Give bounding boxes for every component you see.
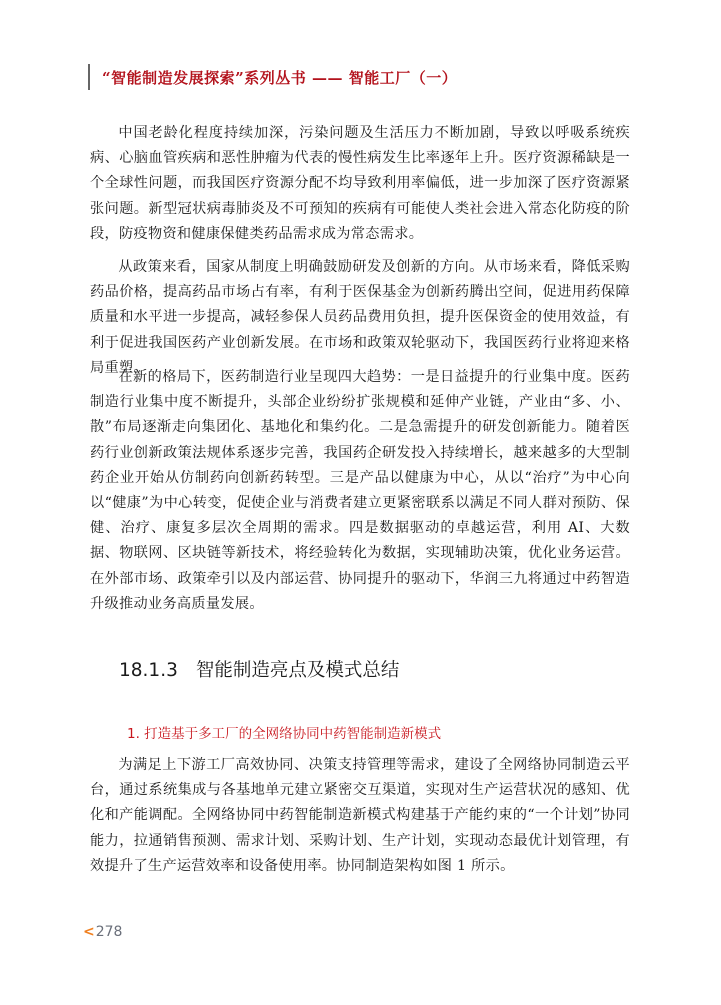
- page-footer: [83, 924, 122, 940]
- paragraph-aging-and-healthcare: 中国老龄化程度持续加深，污染问题及生活压力不断加剧，导致以呼吸系统疾病、心脑血管疾病和恶性肿瘤为代表的慢性病发生比率逐年上升。医疗资源稀缺是一个全球性问题，而我国医疗资源分配不均导致利用率偏低，进一步加深了医疗资源紧张问题。新型冠状病毒肺炎及不可预知的疾病有可能使人类社会进入常态化防疫的阶段，防疫物资和健康保健类药品需求成为常态需求。: [90, 125, 630, 242]
- chevron-left-icon: <: [83, 924, 95, 940]
- header-divider-bar: [88, 64, 90, 90]
- subsection-heading: 1. 打造基于多工厂的全网络协同中药智能制造新模式: [127, 726, 442, 742]
- section-title: 智能制造亮点及模式总结: [195, 660, 400, 681]
- section-heading: [119, 656, 399, 682]
- paragraph-policy-and-market: 从政策来看，国家从制度上明确鼓励研发及创新的方向。从市场来看，降低采购药品价格，提高药品市场占有率，有利于医保基金为创新药腾出空间，促进用药保障质量和水平进一步提高，减轻参保人员药品费用负担，提升医保资金的使用效益，有利于促进我国医药产业创新发展。在市场和政策双轮驱动下，我国医药行业将迎来格局重塑。: [90, 259, 630, 376]
- book-series-title: “智能制造发展探索”系列丛书 —— 智能工厂（一）: [102, 68, 458, 87]
- page-number: 278: [95, 924, 123, 940]
- paragraph-four-trends: 在新的格局下，医药制造行业呈现四大趋势：一是日益提升的行业集中度。医药制造行业集中度不断提升，头部企业纷纷扩张规模和延伸产业链，产业由“多、小、散”布局逐渐走向集团化、基地化和集约化。二是急需提升的研发创新能力。随着医药行业创新政策法规体系逐步完善，我国药企研发投入持续增长，越来越多的大型制药企业开始从仿制药向创新药转型。三是产品以健康为中心，从以“治疗”为中心向以“健康”为中心转变，促使企业与消费者建立更紧密联系以满足不同人群对预防、保健、治疗、康复多层次全周期的需求。四是数据驱动的卓越运营，利用 AI、大数据、物联网、区块链等新技术，将经验转化为数据，实现辅助决策，优化业务运营。在外部市场、政策牵引以及内部运营、协同提升的驱动下，华润三九将通过中药智造升级推动业务高质量发展。: [90, 369, 630, 612]
- running-header: [88, 64, 457, 90]
- paragraph-collaborative-manufacturing: 为满足上下游工厂高效协同、决策支持管理等需求，建设了全网络协同制造云平台，通过系统集成与各基地单元建立紧密交互渠道，实现对生产运营状况的感知、优化和产能调配。全网络协同中药智能制造新模式构建基于产能约束的“一个计划”协同能力，拉通销售预测、需求计划、采购计划、生产计划，实现动态最优计划管理，有效提升了生产运营效率和设备使用率。协同制造架构如图 1 所示。: [90, 757, 630, 874]
- section-number: 18.1.3: [119, 660, 178, 681]
